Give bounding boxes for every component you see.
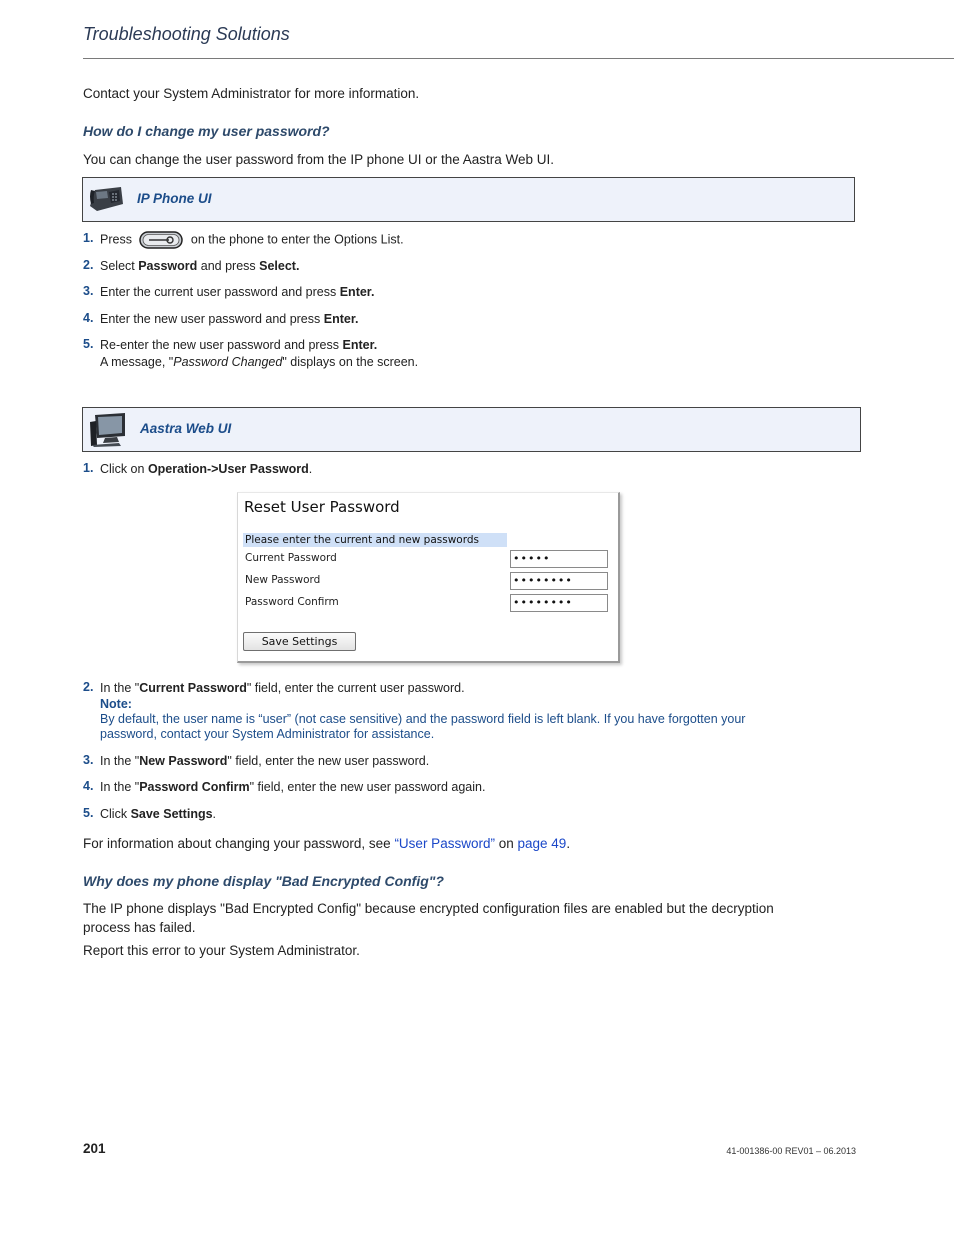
web-step-2 <box>100 680 465 697</box>
phone-step-4 <box>100 311 358 328</box>
intro-text: Contact your System Administrator for more information. <box>83 86 420 101</box>
step-number: 4. <box>83 779 94 793</box>
step-text: " displays on the screen. <box>282 355 419 369</box>
section-heading-bad-encrypted-config: Why does my phone display "Bad Encrypted Config"? <box>83 873 444 889</box>
phone-step-3 <box>100 284 374 301</box>
step-text: Click on <box>100 462 148 476</box>
ip-phone-ui-band <box>82 177 855 222</box>
step-bold: Enter. <box>323 312 359 326</box>
web-step-3 <box>100 753 429 770</box>
step-bold: Password Confirm <box>139 780 250 794</box>
step-italic: Password Changed <box>173 355 283 369</box>
aastra-web-ui-band <box>82 407 861 452</box>
computer-icon <box>89 412 127 448</box>
reset-password-title: Reset User Password <box>244 498 400 516</box>
password-confirm-field[interactable]: •••••••• <box>510 594 608 612</box>
save-settings-button[interactable]: Save Settings <box>243 632 356 651</box>
phone-step-2 <box>100 258 299 275</box>
paragraph-line: process has failed. <box>83 920 196 935</box>
step-number: 2. <box>83 680 94 694</box>
step-text: " field, enter the current user password. <box>246 681 465 695</box>
step-bold: Password <box>138 259 198 273</box>
page-49-link[interactable]: page 49 <box>517 836 567 851</box>
step-text: Press <box>100 232 132 247</box>
step-number: 1. <box>83 461 94 475</box>
reset-password-screenshot <box>237 492 620 663</box>
step-number: 3. <box>83 753 94 767</box>
current-password-label: Current Password <box>245 552 337 564</box>
step-text: Click <box>100 807 131 821</box>
current-password-field[interactable]: ••••• <box>510 550 608 568</box>
more-info-suffix: . <box>566 836 571 851</box>
web-step-1 <box>100 461 312 478</box>
step-number: 2. <box>83 258 94 272</box>
more-info-prefix: For information about changing your password, see <box>83 836 395 851</box>
step-number: 1. <box>83 231 94 245</box>
step-text: and press <box>197 259 260 273</box>
step-bold: Operation->User Password <box>147 462 309 476</box>
bad-config-explanation <box>83 899 883 937</box>
step-text: Select <box>100 259 139 273</box>
section-heading-change-password: How do I change my user password? <box>83 123 330 139</box>
step-text: " field, enter the new user password again. <box>249 780 486 794</box>
web-step-5 <box>100 806 216 823</box>
ip-phone-ui-label: IP Phone UI <box>137 191 212 206</box>
aastra-web-ui-label: Aastra Web UI <box>140 421 232 436</box>
phone-step-1 <box>100 231 800 249</box>
step-bold: Current Password <box>139 681 247 695</box>
page-header-title: Troubleshooting Solutions <box>83 24 290 44</box>
step-text: on the phone to enter the Options List. <box>190 232 404 247</box>
step-number: 5. <box>83 806 94 820</box>
step-bold: Save Settings <box>130 807 213 821</box>
more-info-text <box>83 834 570 853</box>
user-password-link[interactable]: “User Password” <box>394 836 495 851</box>
header-divider <box>83 58 954 59</box>
new-password-label: New Password <box>245 574 321 586</box>
options-key-icon <box>139 231 183 249</box>
new-password-field[interactable]: •••••••• <box>510 572 608 590</box>
step-text: Enter the new user password and press <box>100 312 324 326</box>
page-number: 201 <box>83 1141 106 1156</box>
step-text: " field, enter the new user password. <box>227 754 430 768</box>
step-bold: Enter. <box>339 285 375 299</box>
step-number: 3. <box>83 284 94 298</box>
desk-phone-icon <box>87 184 125 214</box>
step-number: 4. <box>83 311 94 325</box>
report-error-text: Report this error to your System Administrator. <box>83 943 360 958</box>
instruction-bar: Please enter the current and new passwords <box>243 533 507 547</box>
step-text: . <box>308 462 313 476</box>
step-bold: Select. <box>259 259 300 273</box>
step-text: A message, " <box>100 355 174 369</box>
note-line: password, contact your System Administrator for assistance. <box>100 727 435 741</box>
step-text: . <box>212 807 217 821</box>
step-text: In the " <box>100 780 140 794</box>
web-step-4 <box>100 779 485 796</box>
step-text: In the " <box>100 681 140 695</box>
step-text: In the " <box>100 754 140 768</box>
note-text <box>100 712 800 742</box>
section-lead-text: You can change the user password from the IP phone UI or the Aastra Web UI. <box>83 152 555 167</box>
step-bold: Enter. <box>342 338 378 352</box>
paragraph-line: The IP phone displays "Bad Encrypted Config" because encrypted configuration files are enabled but the decryption <box>83 901 774 916</box>
note-label: Note: <box>100 697 132 711</box>
step-text: Re-enter the new user password and press <box>100 338 343 352</box>
step-bold: New Password <box>139 754 228 768</box>
note-line: By default, the user name is “user” (not case sensitive) and the password field is left blank. If you have forgotten your <box>100 712 746 726</box>
document-id: 41-001386-00 REV01 – 06.2013 <box>726 1146 856 1156</box>
more-info-mid: on <box>494 836 518 851</box>
step-text: Enter the current user password and press <box>100 285 340 299</box>
step-number: 5. <box>83 337 94 351</box>
phone-step-5 <box>100 337 418 371</box>
password-confirm-label: Password Confirm <box>245 596 339 608</box>
